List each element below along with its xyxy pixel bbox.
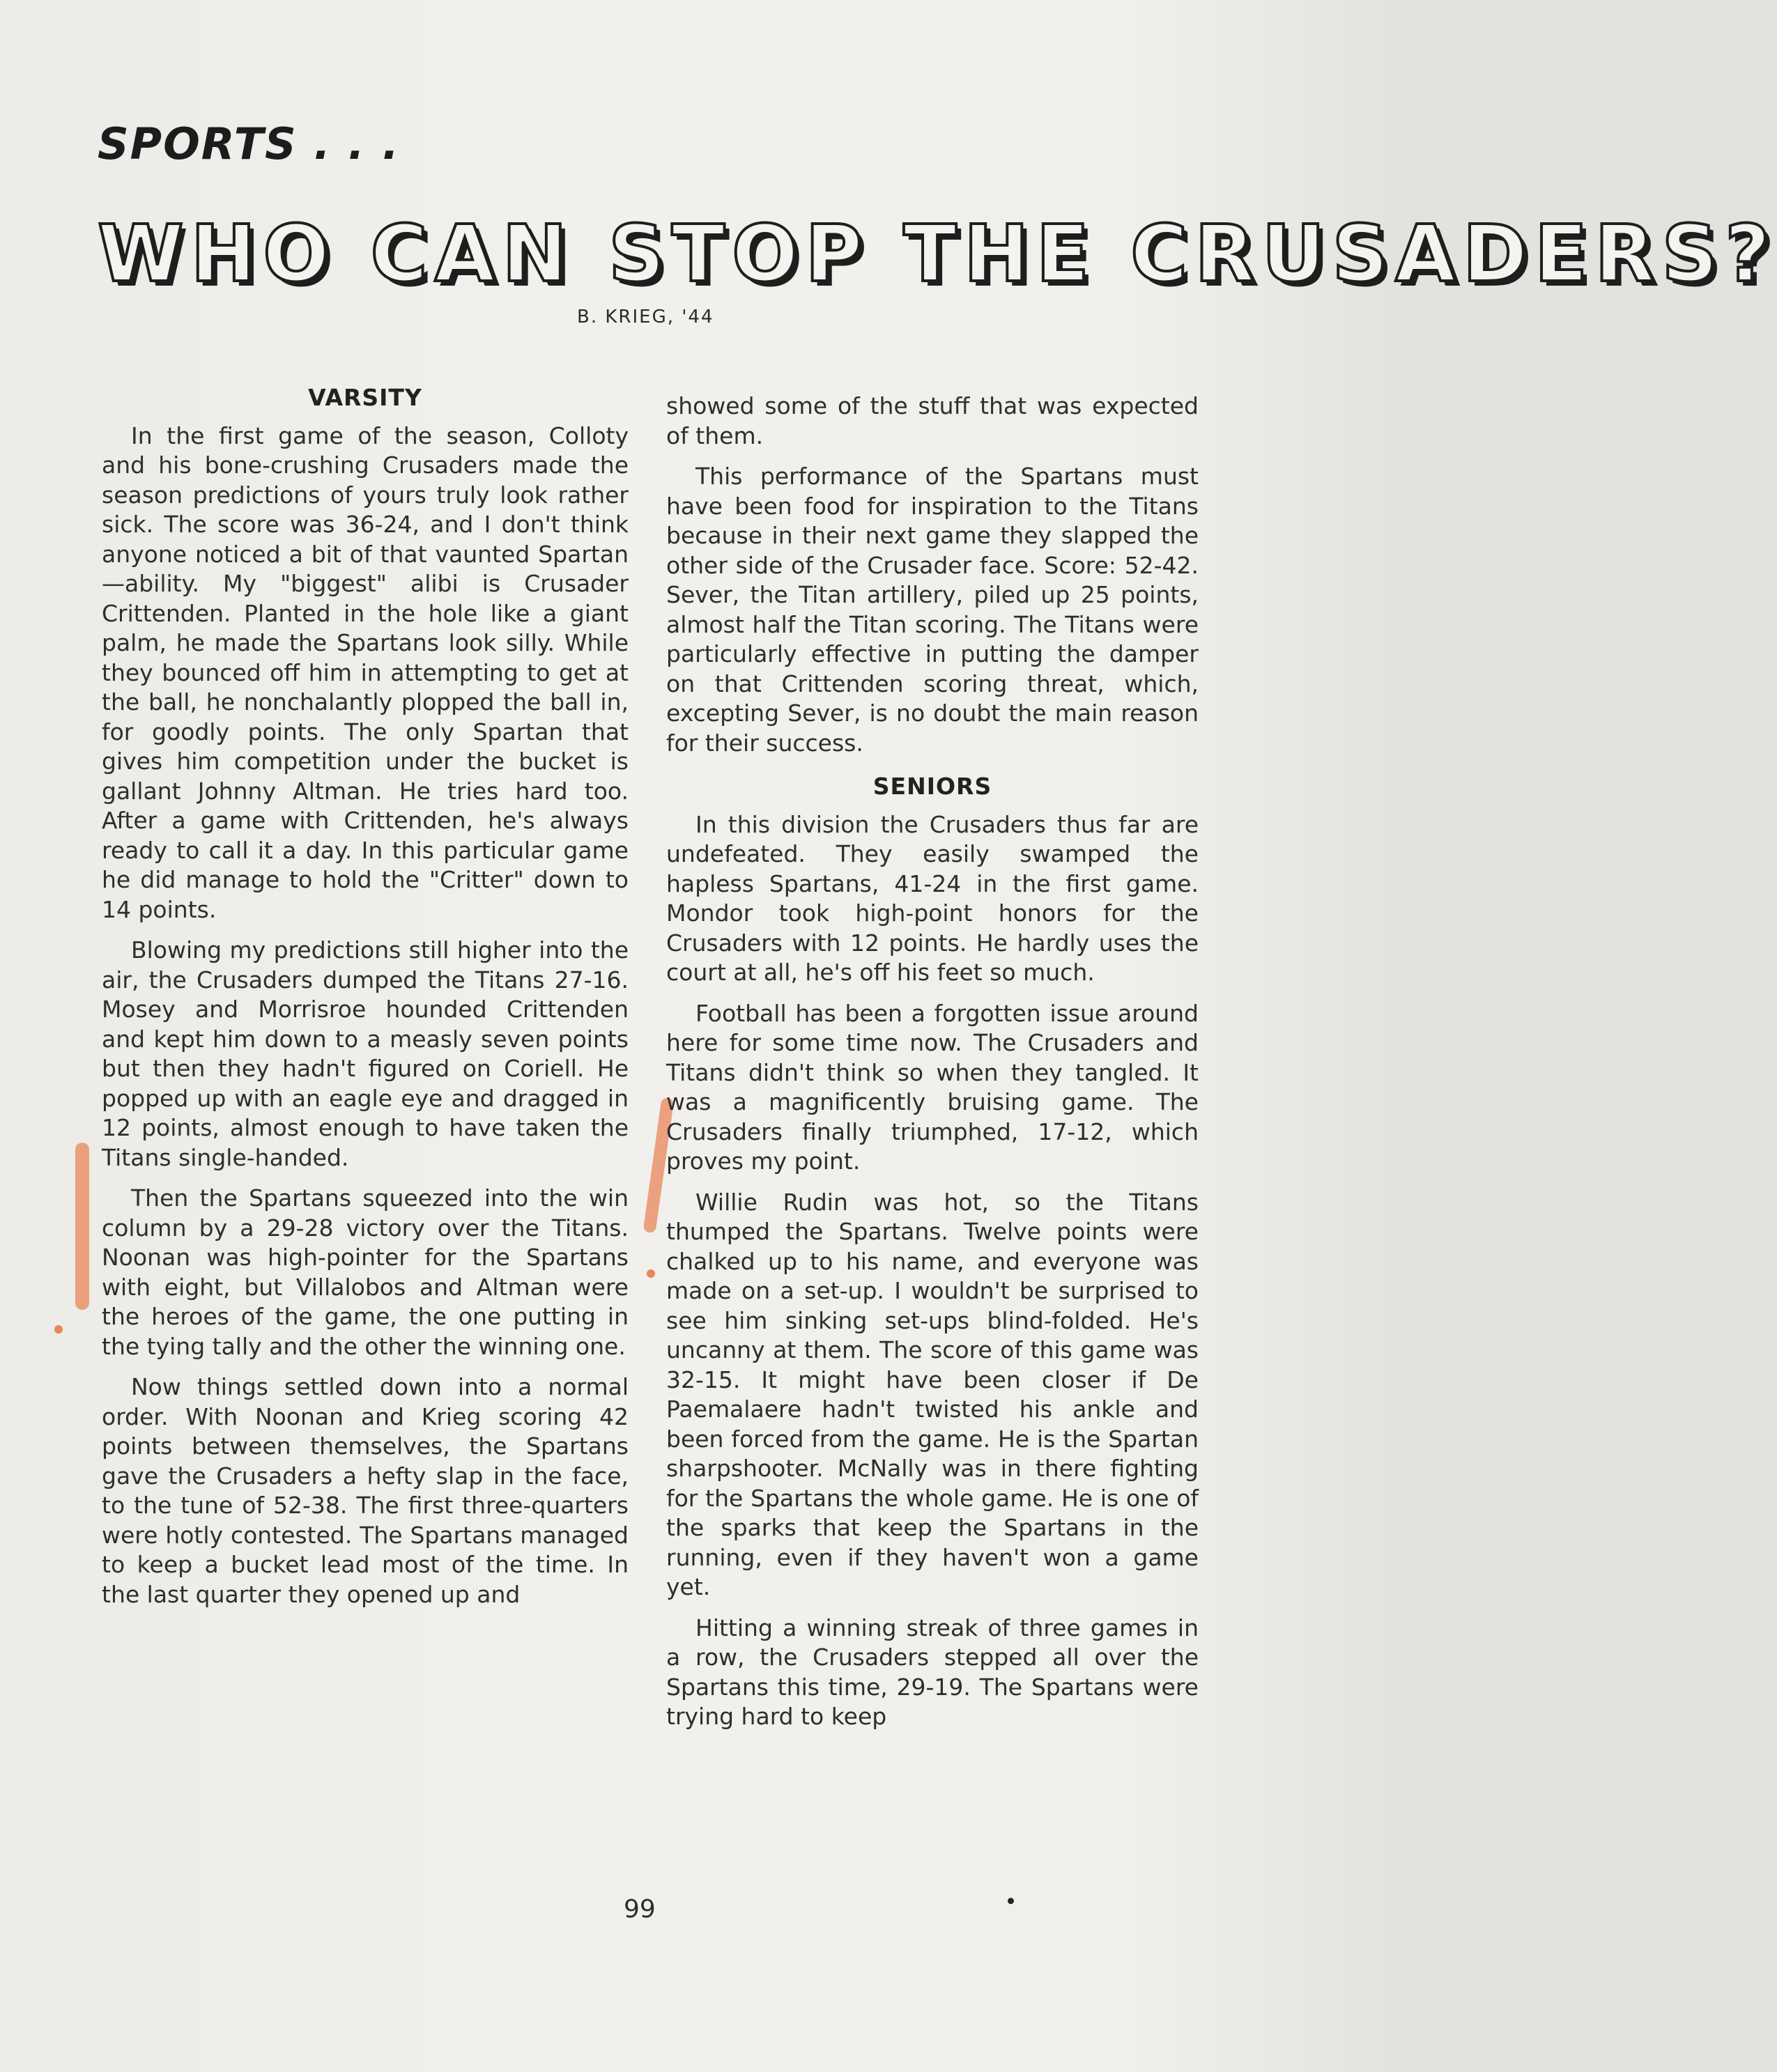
byline: B. KRIEG, '44 (577, 307, 714, 327)
section-label: SPORTS . . . (98, 118, 401, 169)
continued-paragraph: showed some of the stuff that was expected of them. (666, 392, 1199, 449)
article-paragraph: Hitting a winning streak of three games in a row, the Crusaders stepped all over the Spartans this time, 29-19. The Spartans were trying hard to keep (666, 1614, 1199, 1730)
orange-stain (75, 1143, 89, 1310)
article-paragraph: Willie Rudin was hot, so the Titans thumped the Spartans. Twelve points were chalked up to his name, and everyone was made on a set-up. I wouldn't be surprised to see him sinking set-ups blind-folded. He's uncanny at them. The score of this game was 32-15. It might have been closer if De Paemalaere hadn't twisted his ankle and been forced from the game. He is the Spartan sharpshooter. McNally was in there fighting for the Spartans the whole game. He is one of the sparks that keep the Spartans in the running, even if they haven't won a game yet. (666, 1188, 1199, 1600)
left-column (102, 383, 629, 1621)
article-paragraph: Football has been a forgotten issue around here for some time now. The Crusaders and Titans didn't think so when they tangled. It was a magnificently bruising game. The Crusaders finally triumphed, 17-12, which proves my point. (666, 999, 1199, 1175)
article-paragraph: This performance of the Spartans must have been food for inspiration to the Titans because in their next game they slapped the other side of the Crusader face. Score: 52-42. Sever, the Titan artillery, piled up 25 points, almost half the Titan scoring. The Titans were particularly effective in putting the damper on that Crittenden scoring threat, which, excepting Sever, is no doubt the main reason for their success. (666, 463, 1199, 757)
page-headline: WHO CAN STOP THE CRUSADERS? (98, 209, 1777, 300)
orange-speck (54, 1325, 63, 1333)
article-paragraph: Now things settled down into a normal order. With Noonan and Krieg scoring 42 points between themselves, the Spartans gave the Crusaders a hefty slap in the face, to the tune of 52-38. The first three-quarters were hotly contested. The Spartans managed to keep a bucket lead most of the time. In the last quarter they opened up and (102, 1373, 629, 1608)
article-paragraph: In this division the Crusaders thus far are undefeated. They easily swamped the hapless Spartans, 41-24 in the first game. Mondor took high-point honors for the Crusaders with 12 points. He hardly uses the court at all, he's off his feet so much. (666, 810, 1199, 986)
article-paragraph: Then the Spartans squeezed into the win column by a 29-28 victory over the Titans. Noonan was high-pointer for the Spartans with eight, but Villalobos and Altman were the heroes of the game, the one putting in the tying tally and the other the winning one. (102, 1184, 629, 1360)
right-column (666, 392, 1199, 1743)
article-paragraph: Blowing my predictions still higher into the air, the Crusaders dumped the Titans 27-16. Mosey and Morrisroe hounded Crittenden and kept him down to a measly seven points but then they hadn't figured on Coriell. He popped up with an eagle eye and dragged in 12 points, almost enough to have taken the Titans single-handed. (102, 936, 629, 1171)
varsity-heading: VARSITY (308, 384, 422, 411)
orange-speck (647, 1269, 655, 1278)
seniors-heading: SENIORS (872, 773, 992, 800)
article-paragraph: In the first game of the season, Colloty and his bone-crushing Crusaders made the season predictions of yours truly look rather sick. The score was 36-24, and I don't think anyone noticed a bit of that vaunted Spartan—ability. My "biggest" alibi is Crusader Crittenden. Planted in the hole like a giant palm, he made the Spartans look silly. While they bounced off him in attempting to get at the ball, he nonchalantly plopped the ball in, for goodly points. The only Spartan that gives him competition under the bucket is gallant Johnny Altman. He tries hard too. After a game with Crittenden, he's always ready to call it a day. In this particular game he did manage to hold the "Critter" down to 14 points. (102, 422, 629, 923)
page-number: 99 (624, 1895, 656, 1924)
ink-speck (1008, 1898, 1014, 1904)
